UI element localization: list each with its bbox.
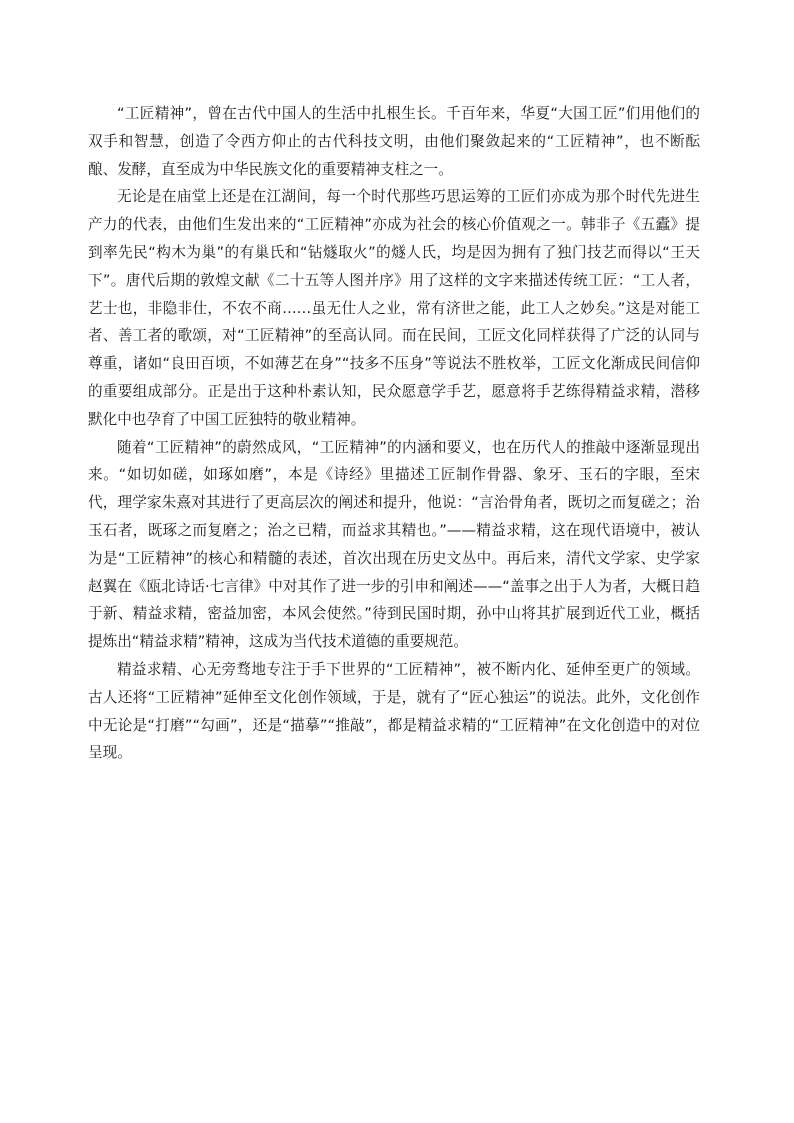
paragraph-1: “工匠精神”，曾在古代中国人的生活中扎根生长。千百年来，华夏“大国工匠”们用他们的双手和智慧，创造了令西方仰止的古代科技文明，由他们聚敛起来的“工匠精神”，也不断酝酿、发酵，直至成为中华民族文化的重要精神支柱之一。 <box>88 105 700 178</box>
paragraph-2: 无论是在庙堂上还是在江湖间，每一个时代那些巧思运筹的工匠们亦成为那个时代先进生产力的代表，由他们生发出来的“工匠精神”亦成为社会的核心价值观之一。韩非子《五蠹》提到率先民“构木为巢”的有巢氏和“钻燧取火”的燧人氏，均是因为拥有了独门技艺而得以“王天下”。唐代后期的敦煌文献《二十五等人图并序》用了这样的文字来描述传统工匠：“工人者，艺士也，非隐非仕，不农不商……虽无仕人之业，常有济世之能，此工人之妙矣。”这是对能工者、善工者的歌颂，对“工匠精神”的至高认同。而在民间，工匠文化同样获得了广泛的认同与尊重，诸如“良田百顷，不如薄艺在身”“技多不压身”等说法不胜枚举，工匠文化渐成民间信仰的重要组成部分。正是出于这种朴素认知，民众愿意学手艺，愿意将手艺练得精益求精，潜移默化中也孕育了中国工匠独特的敬业精神。 <box>88 188 700 428</box>
paragraph-4: 精益求精、心无旁骛地专注于手下世界的“工匠精神”，被不断内化、延伸至更广的领域。古人还将“工匠精神”延伸至文化创作领域，于是，就有了“匠心独运”的说法。此外，文化创作中无论是“打磨”“勾画”，还是“描摹”“推敲”，都是精益求精的“工匠精神”在文化创造中的对位呈现。 <box>88 660 700 762</box>
paragraph-3: 随着“工匠精神”的蔚然成风，“工匠精神”的内涵和要义，也在历代人的推敲中逐渐显现出来。“如切如磋，如琢如磨”，本是《诗经》里描述工匠制作骨器、象牙、玉石的字眼，至宋代，理学家朱熹对其进行了更高层次的阐述和提升，他说：“言治骨角者，既切之而复磋之；治玉石者，既琢之而复磨之；治之已精，而益求其精也。”——精益求精，这在现代语境中，被认为是“工匠精神”的核心和精髓的表述，首次出现在历史文丛中。再后来，清代文学家、史学家赵翼在《瓯北诗话·七言律》中对其作了进一步的引申和阐述——“盖事之出于人为者，大概日趋于新、精益求精，密益加密，本风会使然。”待到民国时期，孙中山将其扩展到近代工业，概括提炼出“精益求精”精神，这成为当代技术道德的重要规范。 <box>88 438 700 651</box>
document-page <box>88 100 700 767</box>
